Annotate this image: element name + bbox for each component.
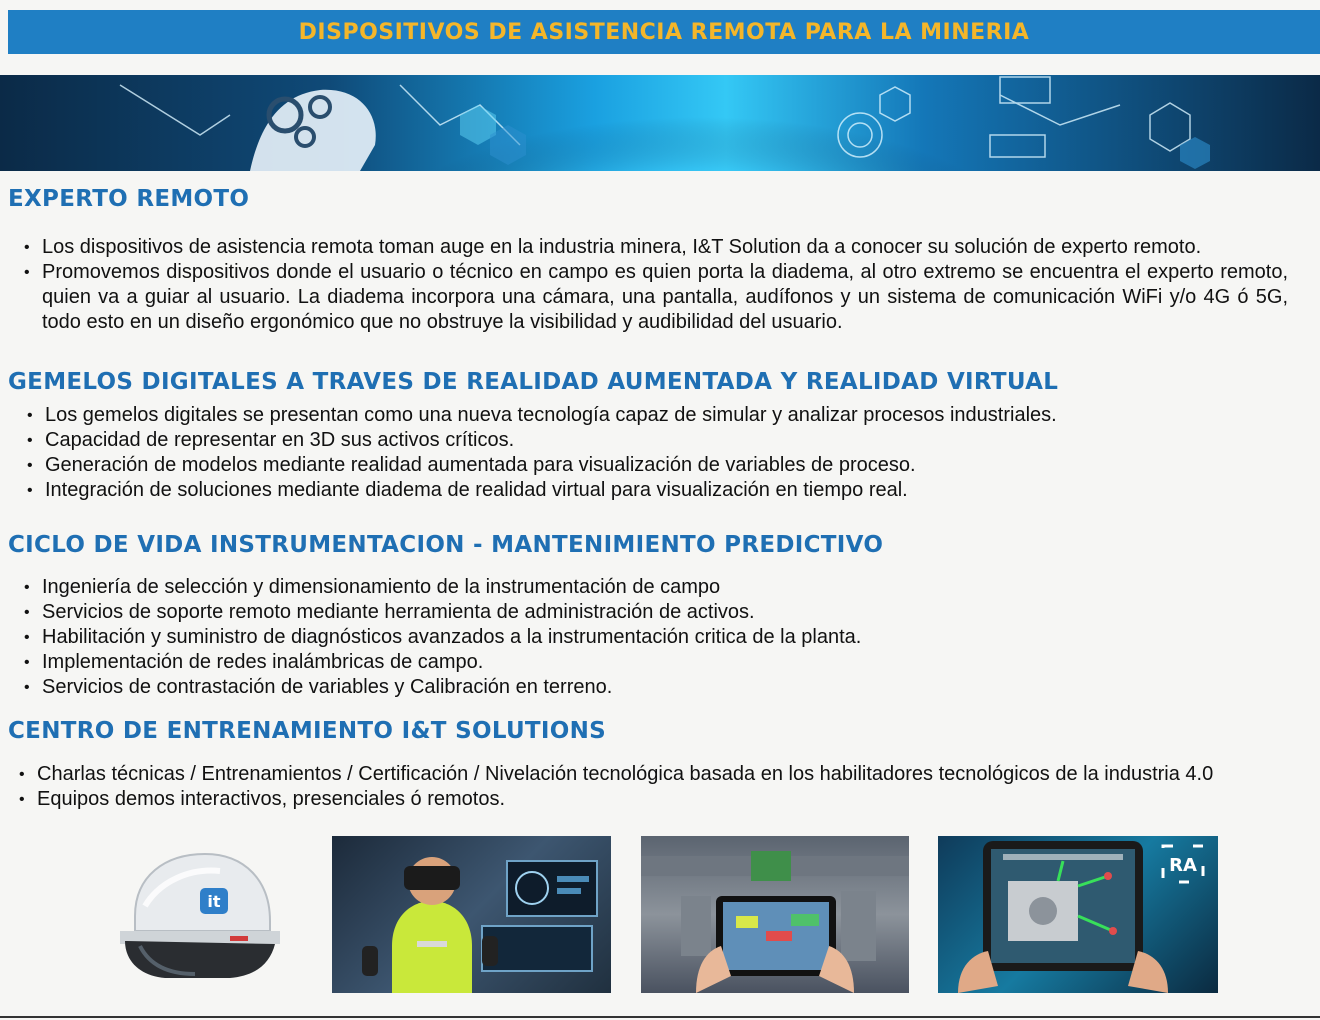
list-experto-remoto xyxy=(42,235,1288,335)
section-title-ciclo-de-vida: CICLO DE VIDA INSTRUMENTACION - MANTENIMIENTO PREDICTIVO xyxy=(8,532,884,558)
list-item: • Charlas técnicas / Entrenamientos / Certificación / Nivelación tecnológica basada en los habilitadores tecnológicos de la industria 4.0 xyxy=(37,762,1283,787)
list-item: • Servicios de contrastación de variables y Calibración en terreno. xyxy=(42,675,1288,700)
section-title-centro-entrenamiento: CENTRO DE ENTRENAMIENTO I&T SOLUTIONS xyxy=(8,718,607,744)
list-item: • Integración de soluciones mediante diadema de realidad virtual para visualización en tiempo real. xyxy=(45,478,1285,503)
tech-banner-image xyxy=(0,75,1320,171)
list-gemelos-digitales xyxy=(45,403,1285,503)
list-item: • Servicios de soporte remoto mediante herramienta de administración de activos. xyxy=(42,600,1288,625)
vr-headset-worker-image xyxy=(332,836,611,993)
tablet-augmented-reality-image xyxy=(938,836,1218,993)
list-item: • Generación de modelos mediante realidad aumentada para visualización de variables de proceso. xyxy=(45,453,1285,478)
list-item: • Promovemos dispositivos donde el usuario o técnico en campo es quien porta la diadema, al otro extremo se encuentra el experto remoto, quien va a guiar al usuario. La diadema incorpora una cámara, una pantalla, audífonos y un sistema de comunicación WiFi y/o 4G ó 5G, todo esto en un diseño ergonómico que no obstruye la visibilidad y audibilidad del usuario. xyxy=(42,260,1288,335)
list-item: • Ingeniería de selección y dimensionamiento de la instrumentación de campo xyxy=(42,575,1288,600)
list-item: • Los gemelos digitales se presentan como una nueva tecnología capaz de simular y analizar procesos industriales. xyxy=(45,403,1285,428)
list-item: • Equipos demos interactivos, presenciales ó remotos. xyxy=(37,787,1283,812)
list-item: • Los dispositivos de asistencia remota toman auge en la industria minera, I&T Solution da a conocer su solución de experto remoto. xyxy=(42,235,1288,260)
helmet-headset-image xyxy=(110,836,290,993)
tablet-plant-image xyxy=(641,836,909,993)
helmet-logo: it xyxy=(207,892,221,911)
list-ciclo-de-vida xyxy=(42,575,1288,700)
page-title: DISPOSITIVOS DE ASISTENCIA REMOTA PARA LA MINERIA xyxy=(298,19,1030,45)
ar-badge: RA xyxy=(1169,855,1197,876)
section-title-experto-remoto: EXPERTO REMOTO xyxy=(8,186,250,212)
list-item: • Habilitación y suministro de diagnósticos avanzados a la instrumentación critica de la planta. xyxy=(42,625,1288,650)
list-item: • Implementación de redes inalámbricas de campo. xyxy=(42,650,1288,675)
bottom-divider xyxy=(0,1016,1320,1018)
title-bar xyxy=(8,10,1320,54)
list-centro-entrenamiento xyxy=(37,762,1283,812)
section-title-gemelos-digitales: GEMELOS DIGITALES A TRAVES DE REALIDAD AUMENTADA Y REALIDAD VIRTUAL xyxy=(8,369,1059,395)
list-item: • Capacidad de representar en 3D sus activos críticos. xyxy=(45,428,1285,453)
